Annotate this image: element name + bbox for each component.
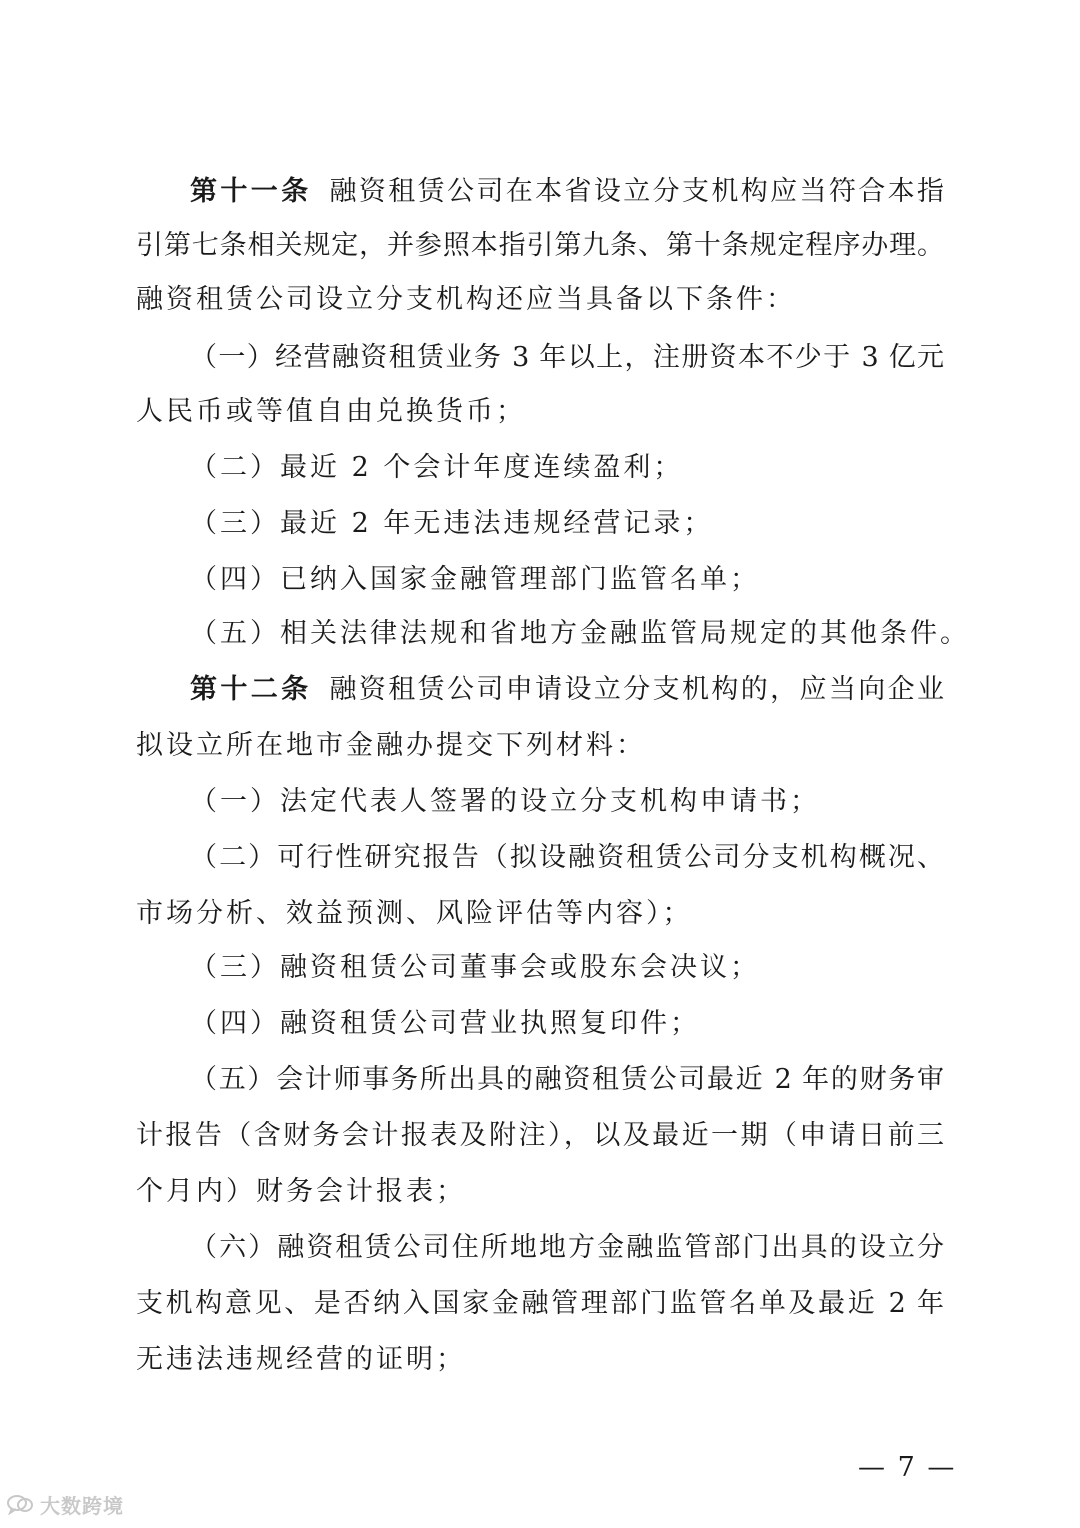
paragraph-line: 拟设立所在地市金融办提交下列材料： <box>136 730 646 761</box>
paragraph-line: 市场分析、效益预测、风险评估等内容）； <box>136 898 693 929</box>
list-item-line: （一）法定代表人签署的设立分支机构申请书； <box>190 786 820 817</box>
list-item-line: （五）会计师事务所出具的融资租赁公司最近 2 年的财务审 <box>190 1064 944 1095</box>
article-text: 融资租赁公司在本省设立分支机构应当符合本指 <box>329 176 944 207</box>
page-number: — 7 — <box>858 1452 957 1483</box>
article-number: 第十一条 <box>190 176 312 207</box>
watermark-text: 大数跨境 <box>40 1493 124 1518</box>
article-12-first-line <box>190 670 944 710</box>
list-item-line: （二）最近 2 个会计年度连续盈利； <box>190 452 684 483</box>
chat-bubble-icon <box>6 1493 34 1515</box>
list-item-line: （三）最近 2 年无违法违规经营记录； <box>190 508 714 539</box>
watermark <box>6 1488 124 1520</box>
list-item-line: （四）已纳入国家金融管理部门监管名单； <box>190 564 760 595</box>
paragraph-line: 计报告（含财务会计报表及附注），以及最近一期（申请日前三 <box>136 1120 944 1151</box>
list-item-line: （一）经营融资租赁业务 3 年以上，注册资本不少于 3 亿元 <box>190 342 944 373</box>
article-11-first-line <box>190 172 944 212</box>
paragraph-line: 引第七条相关规定，并参照本指引第九条、第十条规定程序办理。 <box>136 230 944 261</box>
article-text: 融资租赁公司申请设立分支机构的，应当向企业 <box>329 674 944 705</box>
paragraph-line: 人民币或等值自由兑换货币； <box>136 396 526 427</box>
list-item-line: （六）融资租赁公司住所地地方金融监管部门出具的设立分 <box>190 1232 944 1263</box>
list-item-line: （三）融资租赁公司董事会或股东会决议； <box>190 952 760 983</box>
paragraph-line: 无违法违规经营的证明； <box>136 1344 466 1375</box>
list-item-line: （二）可行性研究报告（拟设融资租赁公司分支机构概况、 <box>190 842 944 873</box>
list-item-line: （四）融资租赁公司营业执照复印件； <box>190 1008 700 1039</box>
list-item-line: （五）相关法律法规和省地方金融监管局规定的其他条件。 <box>190 618 970 649</box>
paragraph-line: 融资租赁公司设立分支机构还应当具备以下条件： <box>136 284 796 315</box>
article-number: 第十二条 <box>190 674 312 705</box>
paragraph-line: 个月内）财务会计报表； <box>136 1176 466 1207</box>
paragraph-line: 支机构意见、是否纳入国家金融管理部门监管名单及最近 2 年 <box>136 1288 944 1319</box>
